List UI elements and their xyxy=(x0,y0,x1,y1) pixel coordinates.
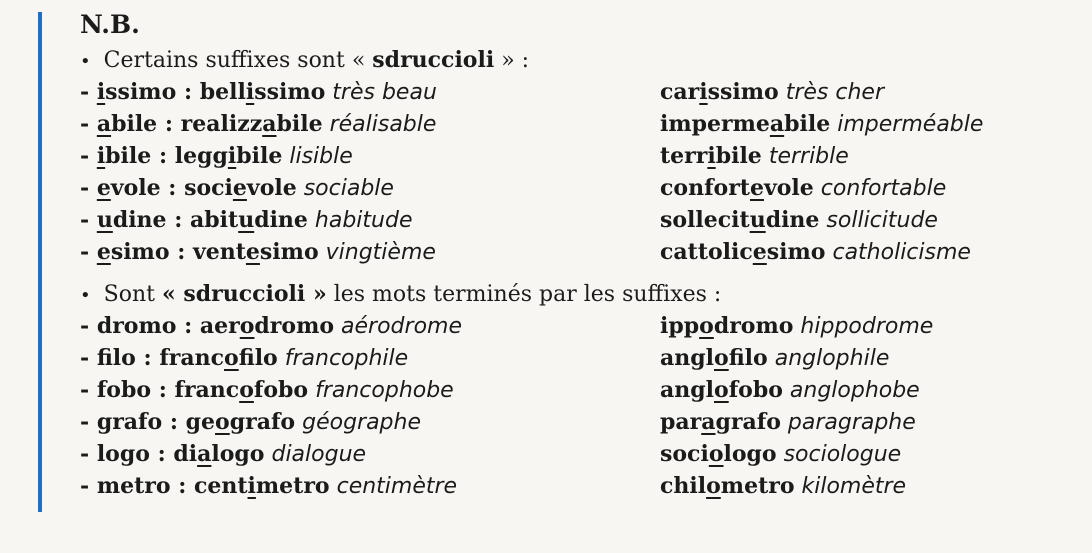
word-end: ssimo xyxy=(707,79,779,105)
intro-tail: : xyxy=(521,48,530,73)
separator: : xyxy=(177,239,186,265)
word-start: abit xyxy=(190,207,239,233)
word-accent: i xyxy=(707,143,716,169)
word-start: franc xyxy=(159,345,225,371)
word-start: angl xyxy=(660,377,714,403)
word-end: dromo xyxy=(254,313,335,339)
vocab-row xyxy=(80,342,1070,374)
dash: - xyxy=(80,313,90,339)
word-end: bile xyxy=(276,111,323,137)
word-accent: u xyxy=(238,207,255,233)
margin-rule xyxy=(38,12,42,512)
suffix-and-example xyxy=(80,377,308,403)
section1-intro xyxy=(80,44,1070,76)
vocab-row xyxy=(80,406,1070,438)
word-start: sollecit xyxy=(660,207,750,233)
word-accent: o xyxy=(714,377,729,403)
separator: : xyxy=(169,409,178,435)
suffix-and-example xyxy=(80,345,278,371)
suffix-entry xyxy=(80,172,394,205)
word-start: ge xyxy=(185,409,216,435)
separator: : xyxy=(157,441,166,467)
dash: - xyxy=(80,143,90,169)
second-example xyxy=(660,172,946,205)
translation: vingtième xyxy=(325,240,436,265)
suffix-start: metro xyxy=(96,473,171,499)
word-accent: o xyxy=(239,377,254,403)
dash: - xyxy=(80,79,90,105)
translation: géographe xyxy=(302,410,422,435)
grammar-note xyxy=(80,8,1070,502)
word-accent: o xyxy=(224,345,239,371)
translation: imperméable xyxy=(837,112,984,137)
word-start: ipp xyxy=(660,313,700,339)
word-end: dine xyxy=(765,207,820,233)
dash: - xyxy=(80,175,90,201)
word-accent: o xyxy=(215,409,230,435)
translation: anglophobe xyxy=(789,378,920,403)
suffix-end: vole xyxy=(110,175,161,201)
translation: sollicitude xyxy=(826,208,938,233)
word-end: filo xyxy=(728,345,768,371)
word-start: vent xyxy=(192,239,246,265)
suffix-and-example xyxy=(80,313,334,339)
translation: kilomètre xyxy=(801,474,907,499)
word-start: par xyxy=(660,409,702,435)
word-end: vole xyxy=(763,175,814,201)
translation: anglophile xyxy=(774,346,890,371)
word-end: dromo xyxy=(713,313,794,339)
word-start: angl xyxy=(660,345,714,371)
word-end: simo xyxy=(259,239,319,265)
word-accent: o xyxy=(699,313,714,339)
translation: sociable xyxy=(303,176,394,201)
suffix-and-example xyxy=(80,111,323,137)
suffix-accent: i xyxy=(96,143,106,169)
translation: habitude xyxy=(314,208,413,233)
intro-term: sdruccioli xyxy=(372,47,495,73)
suffix-entry xyxy=(80,470,457,503)
word-start: soci xyxy=(660,441,709,467)
second-example xyxy=(660,140,849,173)
translation: centimètre xyxy=(336,474,458,499)
vocab-row xyxy=(80,76,1070,108)
dash: - xyxy=(80,409,90,435)
example-word xyxy=(660,175,814,201)
word-end: fobo xyxy=(253,377,309,403)
suffix-entry xyxy=(80,236,436,269)
suffix-end: dine xyxy=(112,207,167,233)
word-accent: a xyxy=(701,409,716,435)
word-start: car xyxy=(660,79,700,105)
suffix-start: grafo xyxy=(96,409,163,435)
word-end: logo xyxy=(211,441,265,467)
suffix-and-example xyxy=(80,441,264,467)
word-start: soci xyxy=(184,175,233,201)
second-example xyxy=(660,470,906,503)
word-end: bile xyxy=(236,143,283,169)
second-example xyxy=(660,310,933,343)
bullet-icon: • xyxy=(80,51,91,72)
example-word xyxy=(660,345,768,371)
word-start: confort xyxy=(660,175,750,201)
word-start: terr xyxy=(660,143,708,169)
intro-text: Sont xyxy=(103,282,155,307)
suffix-entry xyxy=(80,342,408,375)
example-word xyxy=(660,111,830,137)
word-end: filo xyxy=(238,345,278,371)
word-end: vole xyxy=(246,175,297,201)
word-start: bell xyxy=(199,79,246,105)
word-accent: i xyxy=(699,79,708,105)
dash: - xyxy=(80,473,90,499)
vocab-row xyxy=(80,470,1070,502)
word-accent: i xyxy=(227,143,237,169)
suffix-end: ssimo xyxy=(105,79,177,105)
word-start: aer xyxy=(199,313,240,339)
vocab-row xyxy=(80,204,1070,236)
word-accent: e xyxy=(749,175,764,201)
vocab-row xyxy=(80,374,1070,406)
word-start: cattolic xyxy=(660,239,753,265)
suffix-and-example xyxy=(80,175,297,201)
suffix-start: filo xyxy=(96,345,136,371)
word-end: dine xyxy=(254,207,308,233)
suffix-entry xyxy=(80,406,421,439)
bullet-icon: • xyxy=(80,285,91,306)
word-accent: i xyxy=(245,79,255,105)
note-title: N.B. xyxy=(80,10,140,39)
dash: - xyxy=(80,345,90,371)
translation: terrible xyxy=(768,144,849,169)
translation: paragraphe xyxy=(787,410,916,435)
word-accent: o xyxy=(706,473,721,499)
example-word xyxy=(660,409,781,435)
dash: - xyxy=(80,207,90,233)
word-start: franc xyxy=(174,377,240,403)
translation: réalisable xyxy=(329,112,437,137)
word-accent: e xyxy=(232,175,247,201)
vocab-row xyxy=(80,310,1070,342)
word-accent: o xyxy=(714,345,729,371)
suffix-entry xyxy=(80,108,436,141)
word-accent: a xyxy=(262,111,277,137)
suffix-entry xyxy=(80,140,353,173)
example-word xyxy=(660,313,793,339)
word-accent: i xyxy=(247,473,256,499)
suffix-accent: e xyxy=(96,239,111,265)
translation: francophile xyxy=(284,346,409,371)
translation: aérodrome xyxy=(341,314,462,339)
suffix-start: logo xyxy=(96,441,150,467)
translation: confortable xyxy=(820,176,947,201)
section2-intro xyxy=(80,278,1070,310)
word-start: imperme xyxy=(660,111,770,137)
second-example xyxy=(660,76,884,109)
suffix-end: simo xyxy=(110,239,170,265)
translation: lisible xyxy=(289,144,353,169)
suffix-and-example xyxy=(80,143,282,169)
word-accent: o xyxy=(708,441,724,467)
second-example xyxy=(660,108,983,141)
separator: : xyxy=(158,143,168,169)
suffix-end: bile xyxy=(111,111,158,137)
word-end: simo xyxy=(766,239,826,265)
word-start: legg xyxy=(174,143,228,169)
quote-open: « xyxy=(351,48,366,73)
second-example xyxy=(660,342,889,375)
word-start: realizz xyxy=(180,111,263,137)
word-start: di xyxy=(173,441,198,467)
suffix-and-example xyxy=(80,239,319,265)
separator: : xyxy=(183,79,193,105)
vocab-row xyxy=(80,140,1070,172)
word-accent: a xyxy=(769,111,785,137)
suffix-entry xyxy=(80,438,366,471)
translation: francophobe xyxy=(315,378,454,403)
word-accent: a xyxy=(197,441,212,467)
example-word xyxy=(660,143,762,169)
word-end: metro xyxy=(255,473,330,499)
suffix-accent: a xyxy=(96,111,112,137)
section2-rows xyxy=(80,310,1070,502)
word-end: grafo xyxy=(229,409,296,435)
translation: dialogue xyxy=(271,442,367,467)
separator: : xyxy=(178,473,187,499)
example-word xyxy=(660,377,783,403)
section1-rows xyxy=(80,76,1070,268)
translation: très cher xyxy=(785,80,884,105)
vocab-row xyxy=(80,108,1070,140)
word-accent: u xyxy=(749,207,766,233)
second-example xyxy=(660,374,920,407)
separator: : xyxy=(143,345,152,371)
second-example xyxy=(660,236,971,269)
word-start: chil xyxy=(660,473,707,499)
separator: : xyxy=(158,377,167,403)
suffix-accent: e xyxy=(96,175,111,201)
intro-tail: les mots terminés par les suffixes : xyxy=(333,282,722,307)
word-end: fobo xyxy=(728,377,783,403)
example-word xyxy=(660,473,795,499)
separator: : xyxy=(164,111,173,137)
suffix-start: fobo xyxy=(96,377,152,403)
dash: - xyxy=(80,111,90,137)
word-end: ssimo xyxy=(254,79,326,105)
dash: - xyxy=(80,441,90,467)
separator: : xyxy=(184,313,193,339)
example-word xyxy=(660,441,777,467)
suffix-and-example xyxy=(80,207,308,233)
dash: - xyxy=(80,377,90,403)
vocab-row xyxy=(80,236,1070,268)
translation: sociologue xyxy=(783,442,902,467)
dash: - xyxy=(80,239,90,265)
second-example xyxy=(660,204,938,237)
word-accent: e xyxy=(752,239,767,265)
translation: hippodrome xyxy=(800,314,934,339)
suffix-start: dromo xyxy=(96,313,177,339)
translation: catholicisme xyxy=(832,240,971,265)
suffix-and-example xyxy=(80,409,295,435)
suffix-accent: u xyxy=(96,207,113,233)
vocab-row xyxy=(80,438,1070,470)
word-end: metro xyxy=(720,473,795,499)
suffix-entry xyxy=(80,310,462,343)
translation: très beau xyxy=(332,80,437,105)
vocab-row xyxy=(80,172,1070,204)
example-word xyxy=(660,239,825,265)
word-accent: e xyxy=(245,239,260,265)
word-end: bile xyxy=(784,111,831,137)
word-start: cent xyxy=(193,473,248,499)
suffix-and-example xyxy=(80,473,330,499)
word-accent: o xyxy=(239,313,255,339)
suffix-accent: i xyxy=(96,79,106,105)
example-word xyxy=(660,79,779,105)
separator: : xyxy=(174,207,183,233)
example-word xyxy=(660,207,819,233)
word-end: grafo xyxy=(715,409,781,435)
suffix-entry xyxy=(80,374,454,407)
second-example xyxy=(660,406,916,439)
suffix-entry xyxy=(80,76,437,109)
suffix-entry xyxy=(80,204,413,237)
word-end: logo xyxy=(723,441,777,467)
word-end: bile xyxy=(715,143,762,169)
intro-term: « sdruccioli » xyxy=(161,281,327,307)
separator: : xyxy=(168,175,177,201)
second-example xyxy=(660,438,901,471)
suffix-and-example xyxy=(80,79,325,105)
suffix-end: bile xyxy=(105,143,152,169)
intro-text: Certains suffixes sont xyxy=(103,48,345,73)
quote-close: » xyxy=(501,48,515,73)
